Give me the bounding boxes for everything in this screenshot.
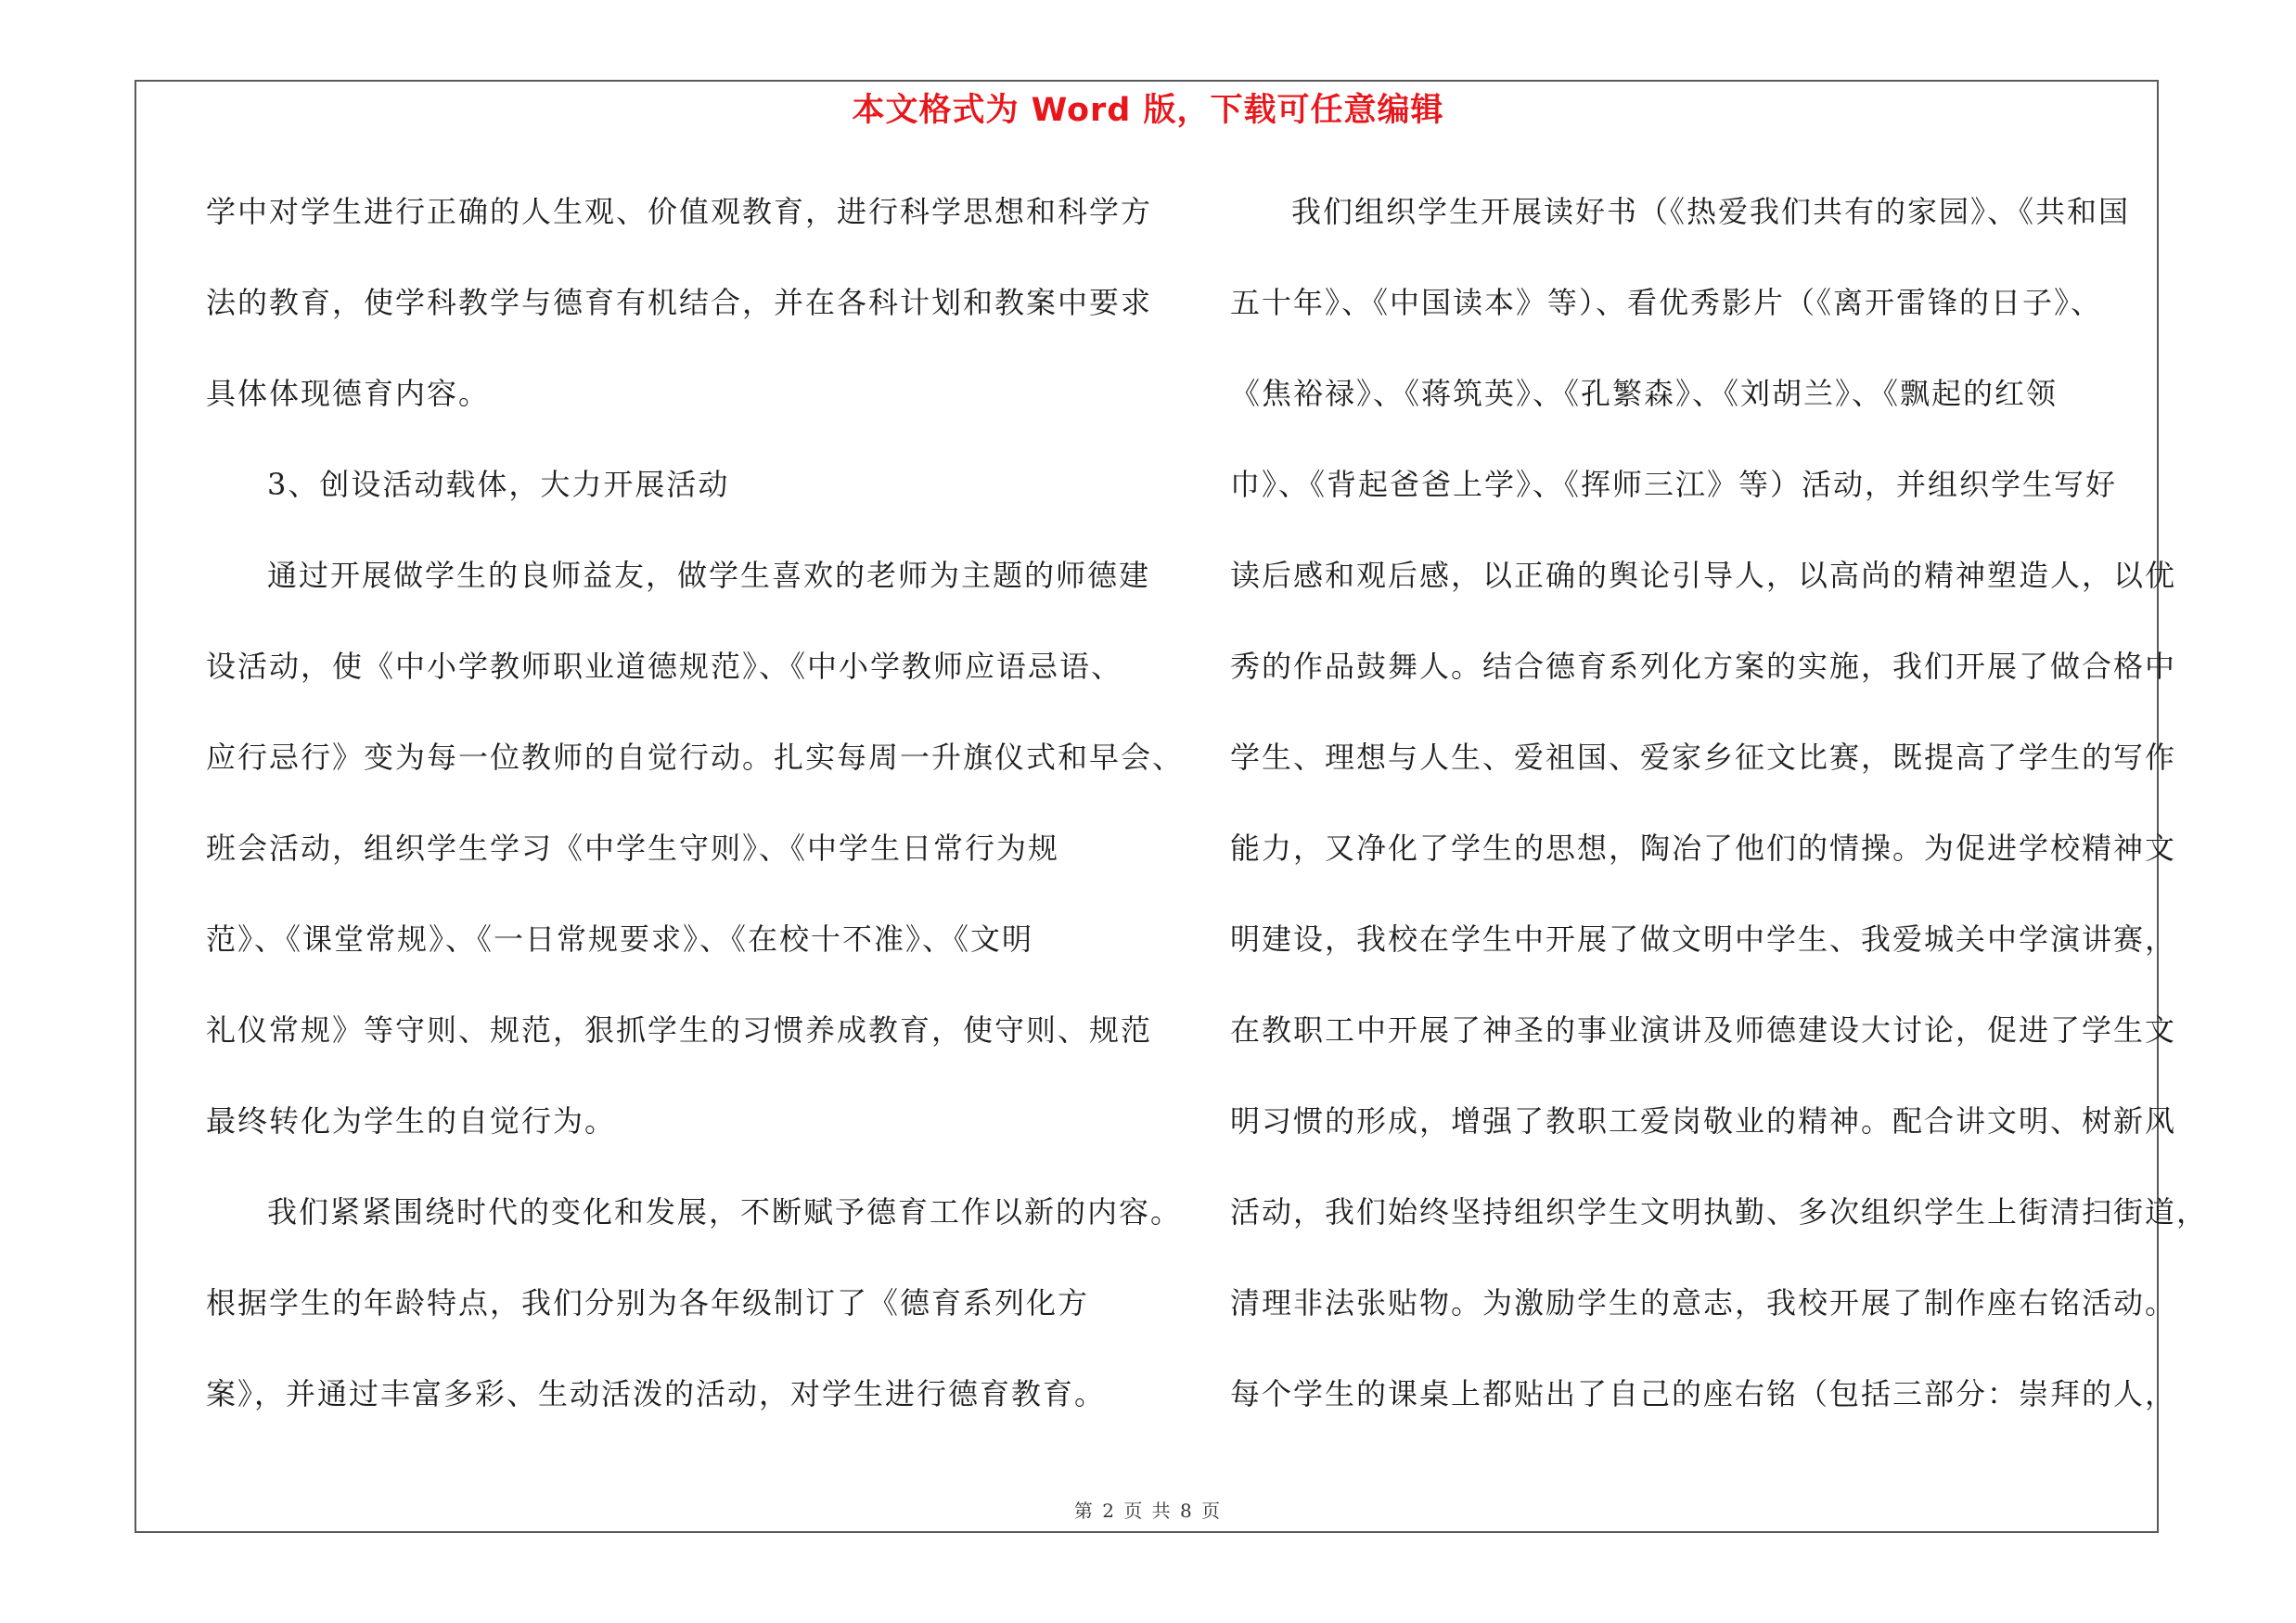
text-line: 应行忌行》变为每一位教师的自觉行动。扎实每周一升旗仪式和早会、 [206, 740, 1185, 775]
text-line: 根据学生的年龄特点，我们分别为各年级制订了《德育系列化方 [206, 1285, 1090, 1320]
text-line: 学生、理想与人生、爱祖国、爱家乡征文比赛，既提高了学生的写作 [1230, 740, 2177, 775]
text-line: 礼仪常规》等守则、规范，狠抓学生的习惯养成教育，使守则、规范 [206, 1012, 1153, 1048]
left-text-column [206, 184, 1185, 1457]
text-line: 范》、《课堂常规》、《一日常规要求》、《在校十不准》、《文明 [206, 921, 1034, 957]
format-banner: 本文格式为 Word 版，下载可任意编辑 [852, 92, 1444, 129]
text-line: 通过开展做学生的良师益友，做学生喜欢的老师为主题的师德建 [267, 558, 1151, 593]
text-line: 巾》、《背起爸爸上学》、《挥师三江》等）活动，并组织学生写好 [1230, 467, 2118, 502]
right-text-column [1230, 184, 2209, 1457]
text-line: 在教职工中开展了神圣的事业演讲及师德建设大讨论，促进了学生文 [1230, 1012, 2177, 1048]
text-line: 案》，并通过丰富多彩、生动活泼的活动，对学生进行德育教育。 [206, 1376, 1107, 1411]
text-line: 五十年》、《中国读本》等）、看优秀影片（《离开雷锋的日子》、 [1230, 285, 2103, 320]
text-line: 秀的作品鼓舞人。结合德育系列化方案的实施，我们开展了做合格中 [1230, 649, 2177, 684]
text-line: 我们紧紧围绕时代的变化和发展，不断赋予德育工作以新的内容。 [267, 1194, 1183, 1230]
text-line: 明建设，我校在学生中开展了做文明中学生、我爱城关中学演讲赛， [1230, 921, 2177, 957]
text-line: 能力，又净化了学生的思想，陶冶了他们的情操。为促进学校精神文 [1230, 831, 2177, 866]
text-line: 我们组织学生开展读好书（《热爱我们共有的家园》、《共和国 [1291, 194, 2131, 229]
page-number: 第 2 页 共 8 页 [1073, 1500, 1223, 1522]
text-line: 设活动，使《中小学教师职业道德规范》、《中小学教师应语忌语、 [206, 649, 1123, 684]
text-line: 法的教育，使学科教学与德育有机结合，并在各科计划和教案中要求 [206, 285, 1153, 320]
text-line: 清理非法张贴物。为激励学生的意志，我校开展了制作座右铭活动。 [1230, 1285, 2177, 1320]
text-line: 《焦裕禄》、《蒋筑英》、《孔繁森》、《刘胡兰》、《飘起的红领 [1230, 376, 2059, 411]
text-line: 具体体现德育内容。 [206, 376, 491, 411]
text-line: 明习惯的形成，增强了教职工爱岗敬业的精神。配合讲文明、树新风 [1230, 1103, 2177, 1139]
text-line: 最终转化为学生的自觉行为。 [206, 1103, 617, 1139]
text-line: 学中对学生进行正确的人生观、价值观教育，进行科学思想和科学方 [206, 194, 1153, 229]
text-line: 班会活动，组织学生学习《中学生守则》、《中学生日常行为规 [206, 831, 1060, 866]
text-line: 读后感和观后感，以正确的舆论引导人，以高尚的精神塑造人，以优 [1230, 558, 2177, 593]
section-heading: 3、创设活动载体，大力开展活动 [267, 467, 730, 502]
text-line: 活动，我们始终坚持组织学生文明执勤、多次组织学生上街清扫街道， [1230, 1194, 2209, 1230]
text-line: 每个学生的课桌上都贴出了自己的座右铭（包括三部分：崇拜的人， [1230, 1376, 2177, 1411]
